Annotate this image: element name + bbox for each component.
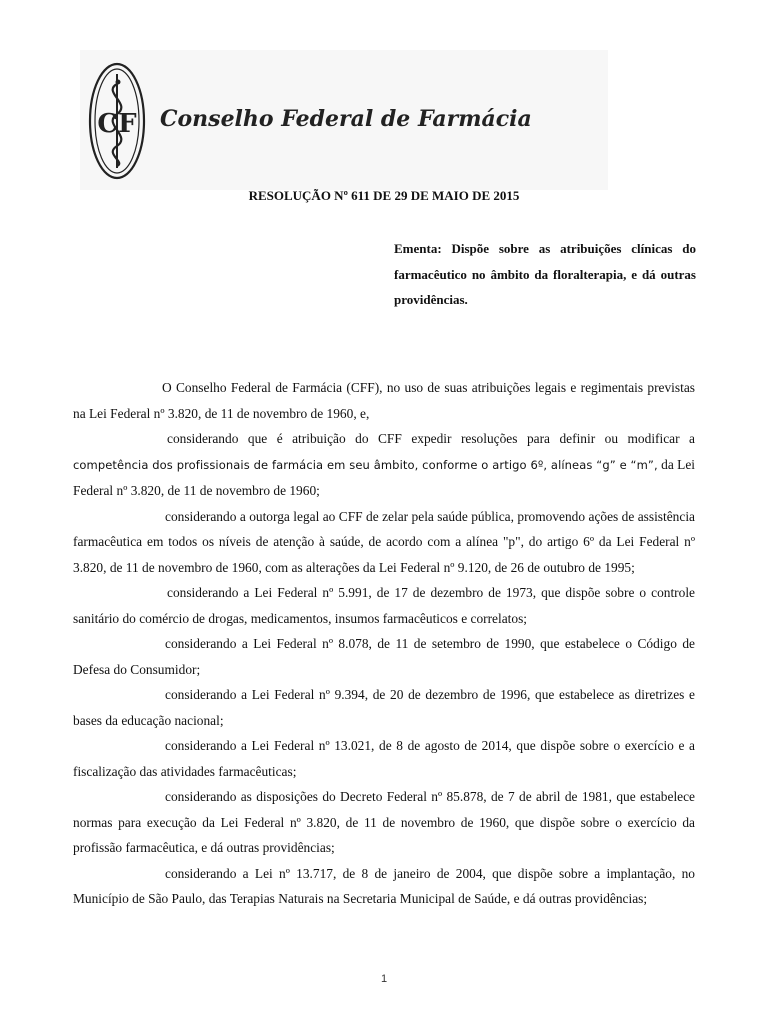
paragraph: considerando as disposições do Decreto Federal nº 85.878, de 7 de abril de 1981, que estabelece normas para execução da Lei Federal nº 3.820, de 11 de novembro de 1960, que dispõe sobre o exercício da profissão farmacêutica, e dá outras providências; bbox=[73, 789, 695, 855]
paragraph-text: competência dos profissionais de farmácia em seu âmbito, conforme o artigo 6º, alíneas “g” e “m”, bbox=[73, 457, 658, 472]
ementa: Ementa: Dispõe sobre as atribuições clínicas do farmacêutico no âmbito da floralterapia, e dá outras providências. bbox=[394, 241, 696, 307]
paragraph: considerando a Lei Federal nº 13.021, de 8 de agosto de 2014, que dispõe sobre o exercício e a fiscalização das atividades farmacêuticas; bbox=[73, 738, 695, 779]
paragraph-text: da Lei Federal nº 3.820, de 11 de novembro de 1960; bbox=[73, 456, 695, 498]
logo-letters: CF bbox=[97, 109, 137, 139]
paragraph: considerando a Lei nº 13.717, de 8 de janeiro de 2004, que dispõe sobre a implantação, no Município de São Paulo, das Terapias Naturais na Secretaria Municipal de Saúde, e dá outras providências; bbox=[73, 865, 695, 906]
letterhead bbox=[80, 50, 608, 190]
organization-name: Conselho Federal de Farmácia bbox=[160, 106, 532, 132]
paragraph: considerando a outorga legal ao CFF de zelar pela saúde pública, promovendo ações de assistência farmacêutica em todos os níveis de atenção à saúde, de acordo com a alínea "p", do artigo 6º da Lei Federal nº 3.820, de 11 de novembro de 1960, com as alterações da Lei Federal nº 9.120, de 26 de outubro de 1995; bbox=[73, 508, 695, 575]
paragraph bbox=[73, 426, 695, 504]
paragraph: O Conselho Federal de Farmácia (CFF), no uso de suas atribuições legais e regimentais previstas na Lei Federal nº 3.820, de 11 de novembro de 1960, e, bbox=[73, 380, 695, 421]
paragraph-text: considerando que é atribuição do CFF expedir resoluções para definir ou modificar a bbox=[167, 431, 695, 446]
resolution-body bbox=[73, 375, 695, 912]
cff-caduceus-emblem-icon bbox=[88, 62, 146, 180]
paragraph: considerando a Lei Federal nº 5.991, de 17 de dezembro de 1973, que dispõe sobre o controle sanitário do comércio de drogas, medicamentos, insumos farmacêuticos e correlatos; bbox=[73, 585, 695, 626]
paragraph: considerando a Lei Federal nº 9.394, de 20 de dezembro de 1996, que estabelece as diretrizes e bases da educação nacional; bbox=[73, 687, 695, 728]
resolution-title: RESOLUÇÃO Nº 611 DE 29 DE MAIO DE 2015 bbox=[248, 188, 520, 203]
page-number: 1 bbox=[380, 973, 388, 985]
paragraph: considerando a Lei Federal nº 8.078, de 11 de setembro de 1990, que estabelece o Código de Defesa do Consumidor; bbox=[73, 636, 695, 677]
